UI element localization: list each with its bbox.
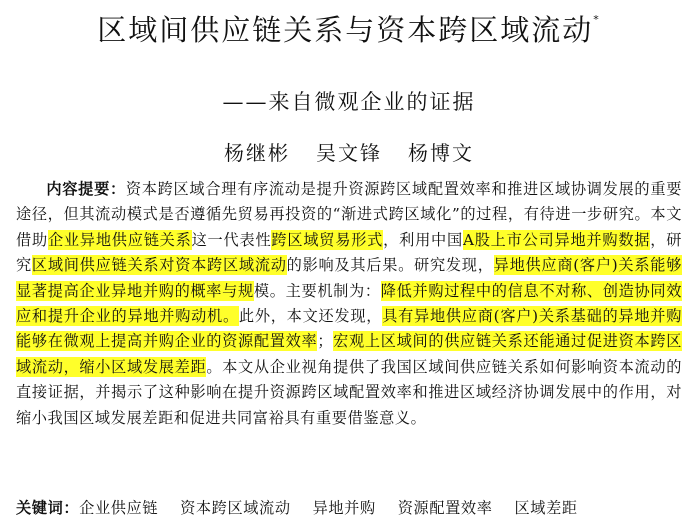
abstract-body: [16, 180, 682, 427]
abstract-text: 的影响及其后果。研究发现，: [286, 256, 494, 275]
highlighted-text: 区域间供应链关系对资本跨区域流动: [31, 256, 287, 275]
highlighted-text: 企业异地供应链关系: [47, 230, 192, 249]
abstract-paragraph: [16, 177, 682, 431]
highlighted-text: 宏观上区域间的供应链关系还能通过促进资本跨区域流动，缩小区域发展差距: [16, 332, 682, 376]
highlighted-text: 降低并购过程中的信息不对称、创造协同效应和提升企业的异地并购动机。: [16, 281, 683, 326]
abstract-text: 这一代表性: [191, 230, 272, 249]
abstract-text: 此外，本文还发现，: [238, 307, 383, 326]
abstract-text: ，研究: [16, 230, 683, 275]
paper-title: [0, 8, 698, 49]
highlighted-text: A股上市公司异地并购数据: [462, 230, 651, 249]
title-text: 区域间供应链关系与资本跨区域流动: [97, 13, 594, 47]
abstract-text: ，利用中国: [383, 230, 463, 249]
author-list: [0, 137, 698, 166]
abstract-text: 模。主要机制为：: [253, 281, 381, 300]
keywords: [16, 497, 682, 518]
abstract: [16, 177, 682, 431]
author-name: 吴文锋: [316, 141, 382, 165]
keyword-item: 资源配置效率: [397, 499, 493, 517]
highlighted-text: 异地供应商(客户)关系能够显著提高企业异地并购的概率与规: [16, 256, 682, 300]
highlighted-text: 跨区域贸易形式: [271, 230, 384, 249]
keyword-item: 区域差距: [514, 499, 578, 517]
keyword-item: 资本跨区域流动: [180, 499, 291, 517]
keyword-item: 异地并购: [312, 499, 376, 517]
keyword-item: 企业供应链: [79, 499, 159, 517]
title-footnote-mark: *: [593, 13, 601, 27]
author-name: 杨继彬: [224, 141, 290, 165]
paper-subtitle: ——来自微观企业的证据: [222, 90, 476, 114]
abstract-text: ；: [317, 332, 334, 351]
abstract-label: 内容提要：: [46, 180, 126, 198]
highlighted-text: 具有异地供应商(客户)关系基础的异地并购能够在微观上提高并购企业的资源配置效率: [16, 307, 682, 351]
abstract-text: 。本文从企业视角提供了我国区域间供应链关系如何影响资本流动的直接证据，并揭示了这种影响在提升资源跨区域配置效率和推进区域经济协调发展中的作用，对缩小我国区域发展差距和促进共同富裕具有重要借鉴意义。: [16, 357, 683, 427]
abstract-text: 资本跨区域合理有序流动是提升资源跨区域配置效率和推进区域协调发展的重要途径，但其流动模式是否遵循先贸易再投资的“渐进式跨区域化”的过程，有待进一步研究。本文借助: [16, 180, 683, 249]
author-name: 杨博文: [408, 141, 474, 165]
keywords-label: 关键词：: [16, 499, 80, 517]
